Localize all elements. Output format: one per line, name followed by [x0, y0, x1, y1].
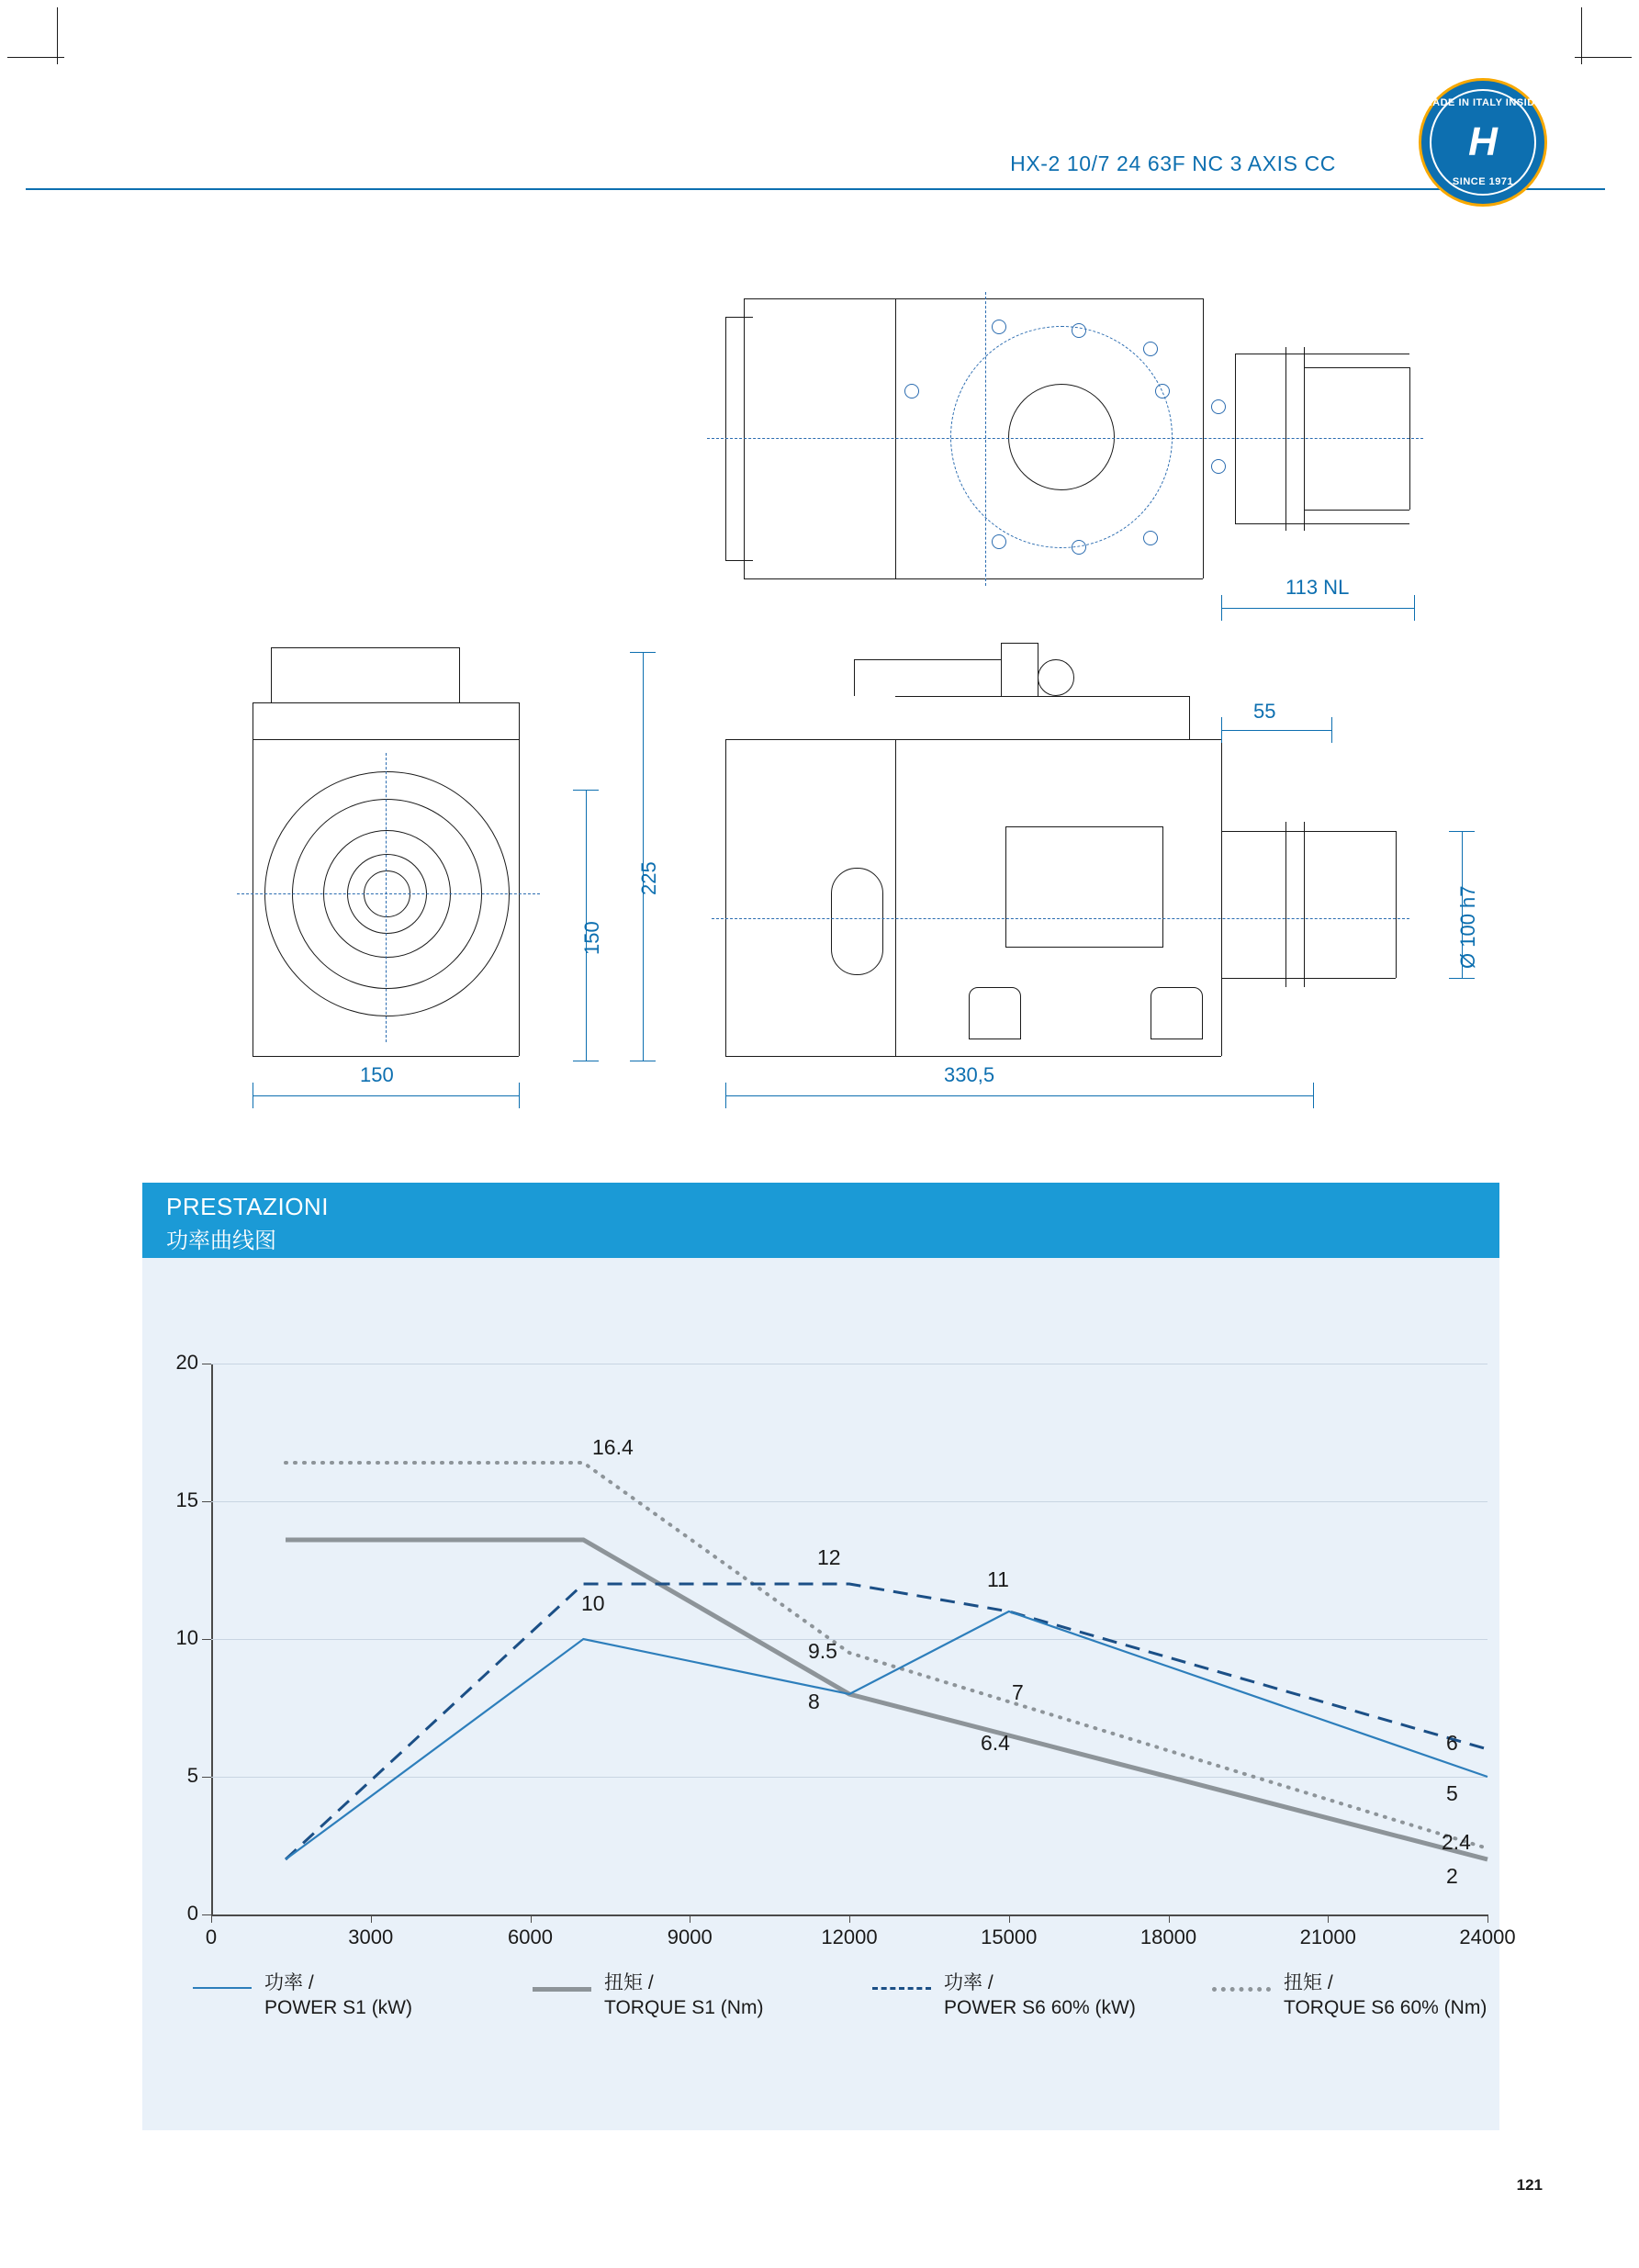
drawing-line [253, 1056, 519, 1057]
mount-foot [969, 987, 1021, 1039]
bolt-hole [1072, 323, 1086, 338]
drawing-line [744, 298, 1203, 299]
dimension-55: 55 [1253, 700, 1276, 723]
drawing-line [854, 659, 855, 696]
annotation-6: 6 [1446, 1731, 1458, 1755]
annotation-8: 8 [808, 1690, 820, 1713]
chart-legend [193, 1972, 1487, 2057]
drawing-line [1001, 643, 1038, 644]
bolt-hole [992, 534, 1006, 549]
y-tick-label: 15 [175, 1488, 198, 1511]
bolt-hole [1211, 399, 1226, 414]
drawing-line [271, 647, 272, 702]
dimension-tick [573, 790, 599, 791]
dimension-225: 225 [637, 861, 660, 895]
bore-circle [1008, 384, 1115, 490]
drawing-line [725, 739, 1221, 740]
x-tick-label: 18000 [1139, 1926, 1197, 1948]
drawing-line [1304, 510, 1409, 511]
drawing-line [1221, 739, 1222, 1056]
legend-zh: 扭矩 / [604, 1972, 654, 1993]
y-tick-mark [202, 1639, 211, 1640]
annotation-10: 10 [581, 1591, 605, 1615]
drawing-line [1285, 822, 1286, 987]
annotation-12: 12 [817, 1545, 841, 1569]
x-tick-label: 15000 [981, 1926, 1038, 1948]
x-tick-label: 12000 [821, 1926, 878, 1948]
legend-swatch-dotted [1212, 1987, 1271, 1992]
centerline [707, 438, 1423, 439]
bolt-hole [1211, 459, 1226, 474]
x-tick-mark [531, 1914, 532, 1923]
legend-en: TORQUE S6 60% (Nm) [1284, 1997, 1487, 2018]
legend-swatch-dashed [872, 1987, 931, 1990]
page-title: HX-2 10/7 24 63F NC 3 AXIS CC [1010, 152, 1336, 175]
bolt-hole [1143, 342, 1158, 356]
legend-label-power-s6 [944, 1970, 1136, 2020]
badge-top-text: MADE IN ITALY INSIDE [1423, 97, 1543, 108]
bolt-hole [1143, 531, 1158, 545]
x-tick-mark [849, 1914, 850, 1923]
mount-foot [1151, 987, 1203, 1039]
legend-zh: 功率 / [944, 1972, 994, 1993]
legend-en: POWER S1 (kW) [264, 1997, 412, 2018]
annotation-11: 11 [987, 1567, 1009, 1591]
annotation-9-5: 9.5 [808, 1639, 837, 1663]
drawing-line [1235, 523, 1409, 524]
bolt-hole [904, 384, 919, 399]
dimension-line [253, 1095, 519, 1096]
annotation-2: 2 [1446, 1864, 1458, 1888]
x-tick-mark [1169, 1914, 1170, 1923]
dimension-tick [1331, 717, 1332, 743]
bolt-hole [1072, 540, 1086, 555]
dimension-tick [725, 1083, 726, 1108]
y-tick-label: 20 [175, 1351, 198, 1374]
drawing-line [519, 702, 520, 739]
drawing-line [725, 739, 726, 1056]
chart-series-svg [211, 1364, 1487, 1914]
drawing-line [1396, 831, 1397, 978]
legend-label-torque-s6 [1284, 1970, 1487, 2020]
x-tick-mark [1328, 1914, 1329, 1923]
x-tick-label: 6000 [508, 1926, 553, 1948]
section-header [142, 1183, 1499, 1258]
badge-bottom-text: SINCE 1971 [1452, 176, 1514, 187]
x-tick-label: 9000 [667, 1926, 713, 1948]
drawing-line [895, 696, 1189, 697]
legend-zh: 功率 / [264, 1972, 314, 1993]
drawing-line [1189, 696, 1190, 739]
annotation-7: 7 [1012, 1680, 1024, 1704]
dimension-line [1221, 608, 1414, 609]
y-tick-label: 10 [175, 1626, 198, 1649]
dimension-tick [1221, 717, 1222, 743]
bolt-hole [992, 320, 1006, 334]
dimension-tick [630, 652, 656, 653]
annotation-16-4: 16.4 [592, 1435, 634, 1459]
drawing-line [725, 1056, 1221, 1057]
legend-en: TORQUE S1 (Nm) [604, 1997, 764, 2018]
drawing-line [725, 317, 753, 318]
x-tick-label: 21000 [1299, 1926, 1356, 1948]
series-power-s6 [286, 1584, 1487, 1859]
series-torque-s1 [286, 1540, 1487, 1859]
legend-swatch-solid-thin [193, 1987, 252, 1989]
drawing-line [253, 739, 519, 740]
port-circle [1038, 659, 1074, 696]
dimension-150-height: 150 [580, 921, 603, 955]
dimension-150-width: 150 [360, 1063, 394, 1086]
drawing-line [1221, 831, 1396, 832]
annotation-6-4: 6.4 [981, 1731, 1010, 1755]
drawing-line [271, 647, 459, 648]
section-title-it: PRESTAZIONI [166, 1193, 329, 1220]
drawing-line [459, 647, 460, 702]
x-tick-mark [371, 1914, 372, 1923]
centerline [237, 893, 540, 894]
dimension-tick [1221, 595, 1222, 621]
section-title-zh: 功率曲线图 [166, 1229, 276, 1253]
x-tick-mark [211, 1914, 212, 1923]
x-tick-mark [1009, 1914, 1010, 1923]
legend-zh: 扭矩 / [1284, 1972, 1333, 1993]
annotation-2-4: 2.4 [1442, 1830, 1471, 1854]
dimension-line [1221, 730, 1331, 731]
drawing-line [519, 739, 520, 1056]
drawing-line [1001, 643, 1002, 696]
panel-rect [1005, 826, 1163, 948]
drawing-line [895, 739, 896, 1056]
dimension-line [643, 652, 644, 1061]
x-tick-label: 3000 [348, 1926, 394, 1948]
x-tick-label: 0 [205, 1926, 218, 1948]
dimension-tick [1414, 595, 1415, 621]
drawing-line [744, 578, 1203, 579]
annotation-5: 5 [1446, 1781, 1458, 1805]
x-tick-label: 24000 [1459, 1926, 1516, 1948]
drawing-line [1221, 978, 1396, 979]
dimension-tick [1449, 978, 1475, 979]
drawing-line [1304, 347, 1305, 531]
centerline [712, 918, 1409, 919]
page-number: 121 [1516, 2176, 1543, 2194]
y-tick-label: 0 [186, 1902, 198, 1925]
drawing-line [1304, 822, 1305, 987]
dimension-line [725, 1095, 1313, 1096]
drawing-line [253, 702, 519, 703]
dimension-tick [1449, 831, 1475, 832]
performance-chart [175, 1351, 1516, 1948]
legend-label-torque-s1 [604, 1970, 763, 2020]
series-torque-s6 [286, 1463, 1487, 1848]
dimension-tick [519, 1083, 520, 1108]
y-tick-mark [202, 1914, 211, 1915]
series-power-s1 [286, 1611, 1487, 1859]
drawing-line [1285, 347, 1286, 531]
badge-logo-letter: H [1468, 119, 1498, 164]
drawing-line [854, 659, 1001, 660]
y-tick-mark [202, 1501, 211, 1502]
dimension-113nl: 113 NL [1285, 576, 1350, 599]
legend-label-power-s1 [264, 1970, 412, 2020]
drawing-line [725, 560, 753, 561]
legend-swatch-solid-thick [533, 1987, 591, 1992]
slot-oval [831, 868, 883, 975]
dimension-330-5: 330,5 [944, 1063, 995, 1086]
dimension-diameter-100h7: Ø 100 h7 [1456, 885, 1479, 969]
centerline [985, 292, 986, 586]
dimension-tick [1313, 1083, 1314, 1108]
y-tick-label: 5 [186, 1764, 198, 1787]
legend-en: POWER S6 60% (kW) [944, 1997, 1136, 2018]
centerline [386, 753, 387, 1042]
drawing-line [1304, 367, 1409, 368]
bolt-hole [1155, 384, 1170, 399]
x-tick-mark [1487, 1914, 1488, 1923]
y-tick-mark [202, 1777, 211, 1778]
